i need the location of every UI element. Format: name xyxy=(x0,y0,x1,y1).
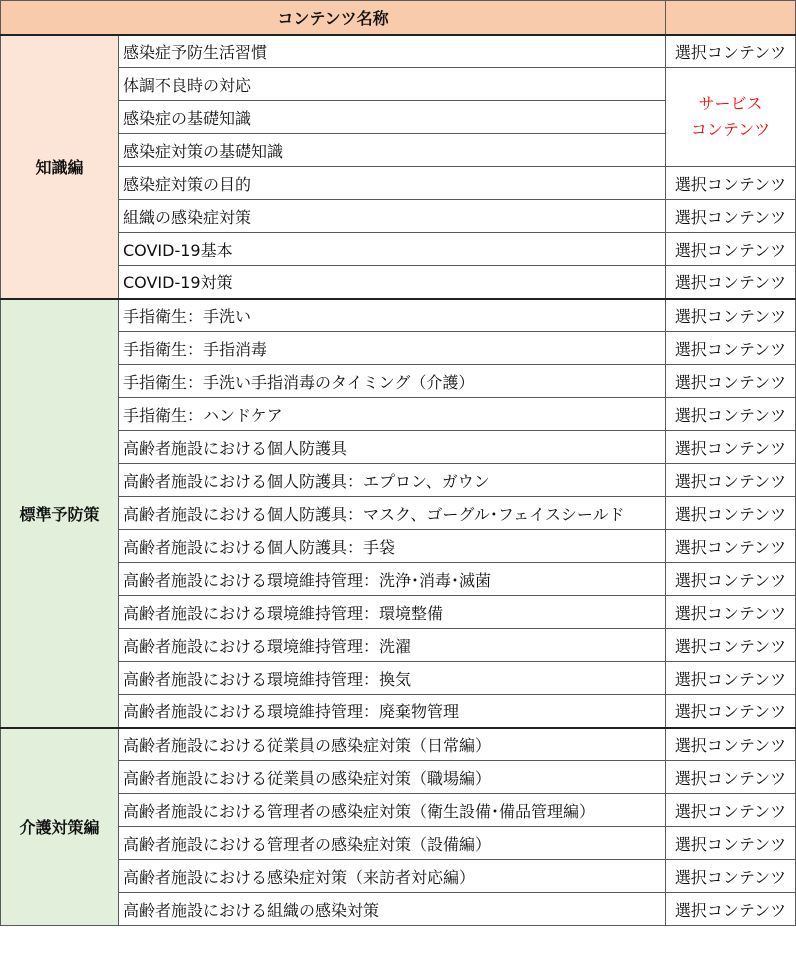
table-row xyxy=(1,893,796,926)
content-name: 高齢者施設における感染症対策（来訪者対応編） xyxy=(119,860,666,893)
table-row xyxy=(1,431,796,464)
content-name: 高齢者施設における環境維持管理：環境整備 xyxy=(119,596,666,629)
content-name: 高齢者施設における管理者の感染症対策（設備編） xyxy=(119,827,666,860)
table-row xyxy=(1,761,796,794)
category-cell-care: 介護対策編 xyxy=(1,728,119,926)
content-name: 高齢者施設における従業員の感染症対策（職場編） xyxy=(119,761,666,794)
content-type: 選択コンテンツ xyxy=(666,530,796,563)
content-type: 選択コンテンツ xyxy=(666,35,796,68)
content-type: 選択コンテンツ xyxy=(666,629,796,662)
content-type: 選択コンテンツ xyxy=(666,233,796,266)
content-type: 選択コンテンツ xyxy=(666,167,796,200)
table-row xyxy=(1,596,796,629)
content-type: 選択コンテンツ xyxy=(666,497,796,530)
table-row xyxy=(1,794,796,827)
content-type: 選択コンテンツ xyxy=(666,299,796,332)
service-label-line1: サービス xyxy=(698,94,763,113)
content-name: 高齢者施設における環境維持管理：廃棄物管理 xyxy=(119,695,666,728)
content-name: 感染症対策の目的 xyxy=(119,167,666,200)
content-name: 高齢者施設における管理者の感染症対策（衛生設備･備品管理編） xyxy=(119,794,666,827)
table-row xyxy=(1,233,796,266)
content-name: 高齢者施設における組織の感染対策 xyxy=(119,893,666,926)
content-name: 手指衛生：ハンドケア xyxy=(119,398,666,431)
content-name: 高齢者施設における環境維持管理：洗濯 xyxy=(119,629,666,662)
content-type: 選択コンテンツ xyxy=(666,893,796,926)
table-row xyxy=(1,662,796,695)
header-row xyxy=(1,1,796,35)
table-row xyxy=(1,167,796,200)
table-row xyxy=(1,332,796,365)
table-row xyxy=(1,266,796,299)
content-name: 感染症の基礎知識 xyxy=(119,101,666,134)
category-cell-knowledge: 知識編 xyxy=(1,35,119,299)
table-row xyxy=(1,68,796,101)
content-type: 選択コンテンツ xyxy=(666,794,796,827)
content-type: 選択コンテンツ xyxy=(666,431,796,464)
content-type: 選択コンテンツ xyxy=(666,563,796,596)
table-row xyxy=(1,563,796,596)
header-name-cell: コンテンツ名称 xyxy=(1,1,666,35)
content-name: 高齢者施設における環境維持管理：換気 xyxy=(119,662,666,695)
table-row xyxy=(1,629,796,662)
table-row xyxy=(1,530,796,563)
content-name: COVID-19基本 xyxy=(119,233,666,266)
table-row xyxy=(1,728,796,761)
table-row xyxy=(1,35,796,68)
table-row xyxy=(1,695,796,728)
content-name: 体調不良時の対応 xyxy=(119,68,666,101)
content-type: 選択コンテンツ xyxy=(666,662,796,695)
content-type: 選択コンテンツ xyxy=(666,761,796,794)
content-name: 手指衛生：手洗い xyxy=(119,299,666,332)
content-type: 選択コンテンツ xyxy=(666,266,796,299)
content-name: 感染症対策の基礎知識 xyxy=(119,134,666,167)
table-row xyxy=(1,200,796,233)
content-type: 選択コンテンツ xyxy=(666,332,796,365)
content-name: 感染症予防生活習慣 xyxy=(119,35,666,68)
content-type: 選択コンテンツ xyxy=(666,827,796,860)
content-name: 手指衛生：手洗い手指消毒のタイミング（介護） xyxy=(119,365,666,398)
content-name: COVID-19対策 xyxy=(119,266,666,299)
content-name: 手指衛生：手指消毒 xyxy=(119,332,666,365)
service-label-line2: コンテンツ xyxy=(690,120,771,139)
content-type: 選択コンテンツ xyxy=(666,398,796,431)
content-name: 組織の感染症対策 xyxy=(119,200,666,233)
content-type: 選択コンテンツ xyxy=(666,695,796,728)
content-name: 高齢者施設における個人防護具 xyxy=(119,431,666,464)
table-row xyxy=(1,497,796,530)
content-type: 選択コンテンツ xyxy=(666,860,796,893)
table-row xyxy=(1,464,796,497)
content-type: 選択コンテンツ xyxy=(666,464,796,497)
table-row xyxy=(1,827,796,860)
content-name: 高齢者施設における個人防護具：マスク、ゴーグル･フェイスシールド xyxy=(119,497,666,530)
content-name: 高齢者施設における環境維持管理：洗浄･消毒･滅菌 xyxy=(119,563,666,596)
content-type: 選択コンテンツ xyxy=(666,728,796,761)
category-cell-standard: 標準予防策 xyxy=(1,299,119,728)
content-type: 選択コンテンツ xyxy=(666,200,796,233)
table-row xyxy=(1,365,796,398)
content-name: 高齢者施設における個人防護具：手袋 xyxy=(119,530,666,563)
table-row xyxy=(1,299,796,332)
header-type-cell xyxy=(666,1,796,35)
table-row xyxy=(1,398,796,431)
content-type: 選択コンテンツ xyxy=(666,596,796,629)
table-row xyxy=(1,860,796,893)
content-type: 選択コンテンツ xyxy=(666,365,796,398)
service-content-cell xyxy=(666,68,796,167)
content-name: 高齢者施設における従業員の感染症対策（日常編） xyxy=(119,728,666,761)
content-name: 高齢者施設における個人防護具：エプロン、ガウン xyxy=(119,464,666,497)
